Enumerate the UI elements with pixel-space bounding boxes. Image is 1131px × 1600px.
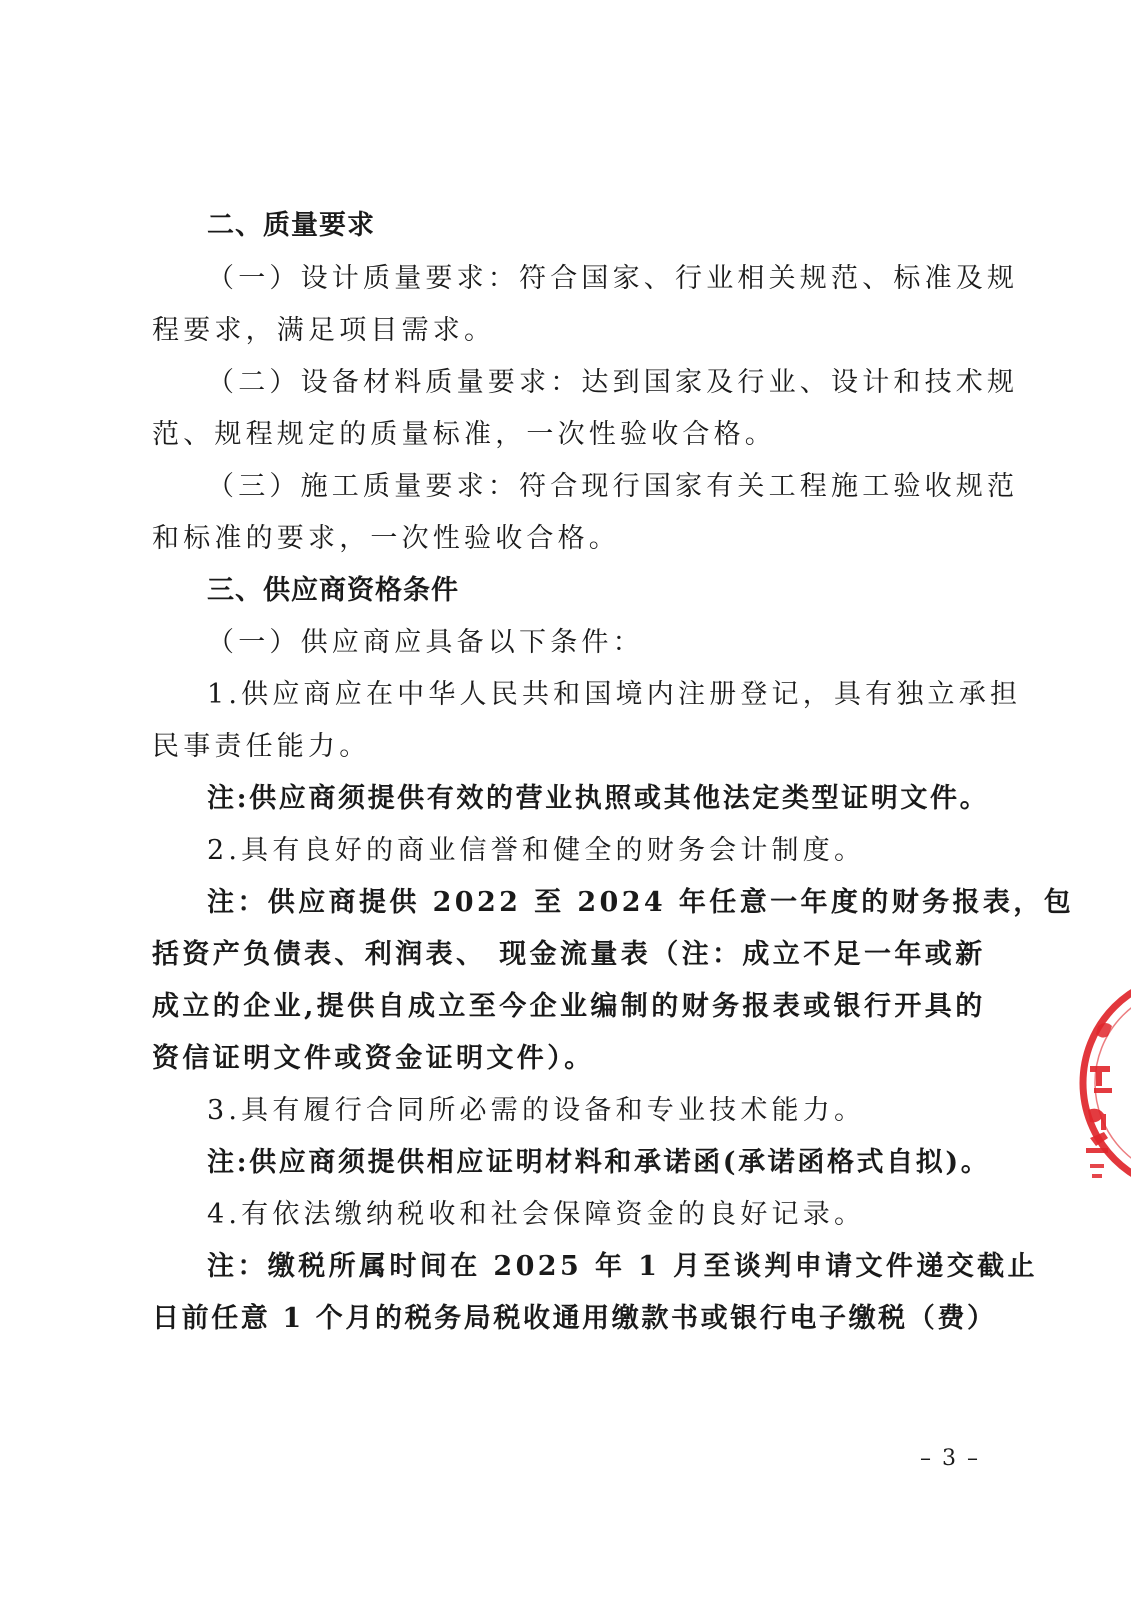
paragraph-construction-quality: （三）施工质量要求：符合现行国家有关工程施工验收规范 — [207, 471, 1019, 502]
subheading-conditions: （一）供应商应具备以下条件： — [207, 627, 644, 658]
condition-4-note: 注：缴税所属时间在 2025 年 1 月至谈判申请文件递交截止 — [207, 1251, 1038, 1282]
condition-4: 4.有依法缴纳税收和社会保障资金的良好记录。 — [207, 1199, 866, 1230]
condition-3: 3.具有履行合同所必需的设备和专业技术能力。 — [207, 1095, 866, 1126]
condition-1: 1.供应商应在中华人民共和国境内注册登记，具有独立承担 — [207, 679, 1022, 710]
condition-2-note-cont1: 括资产负债表、利润表、 现金流量表（注：成立不足一年或新 — [152, 939, 986, 970]
condition-3-note: 注:供应商须提供相应证明材料和承诺函(承诺函格式自拟)。 — [207, 1147, 991, 1178]
paragraph-equipment-quality-cont: 范、规程规定的质量标准，一次性验收合格。 — [152, 419, 776, 450]
section-heading-qualifications: 三、供应商资格条件 — [207, 575, 459, 606]
official-seal-stamp — [1076, 968, 1131, 1198]
paragraph-construction-quality-cont: 和标准的要求，一次性验收合格。 — [152, 523, 620, 554]
condition-2-note-cont3: 资信证明文件或资金证明文件）。 — [152, 1043, 595, 1074]
condition-1-cont: 民事责任能力。 — [152, 731, 371, 762]
paragraph-equipment-quality: （二）设备材料质量要求：达到国家及行业、设计和技术规 — [207, 367, 1019, 398]
condition-2-note-cont2: 成立的企业,提供自成立至今企业编制的财务报表或银行开具的 — [152, 991, 986, 1022]
condition-4-note-cont: 日前任意 1 个月的税务局税收通用缴款书或银行电子缴税（费） — [152, 1303, 997, 1334]
section-heading-quality: 二、质量要求 — [207, 210, 375, 241]
page-number: – 3 – — [920, 1446, 980, 1471]
paragraph-design-quality: （一）设计质量要求：符合国家、行业相关规范、标准及规 — [207, 263, 1019, 294]
condition-2-note: 注：供应商提供 2022 至 2024 年任意一年度的财务报表，包 — [207, 887, 1075, 918]
paragraph-design-quality-cont: 程要求，满足项目需求。 — [152, 315, 496, 346]
condition-1-note: 注:供应商须提供有效的营业执照或其他法定类型证明文件。 — [207, 783, 990, 814]
condition-2: 2.具有良好的商业信誉和健全的财务会计制度。 — [207, 835, 866, 866]
